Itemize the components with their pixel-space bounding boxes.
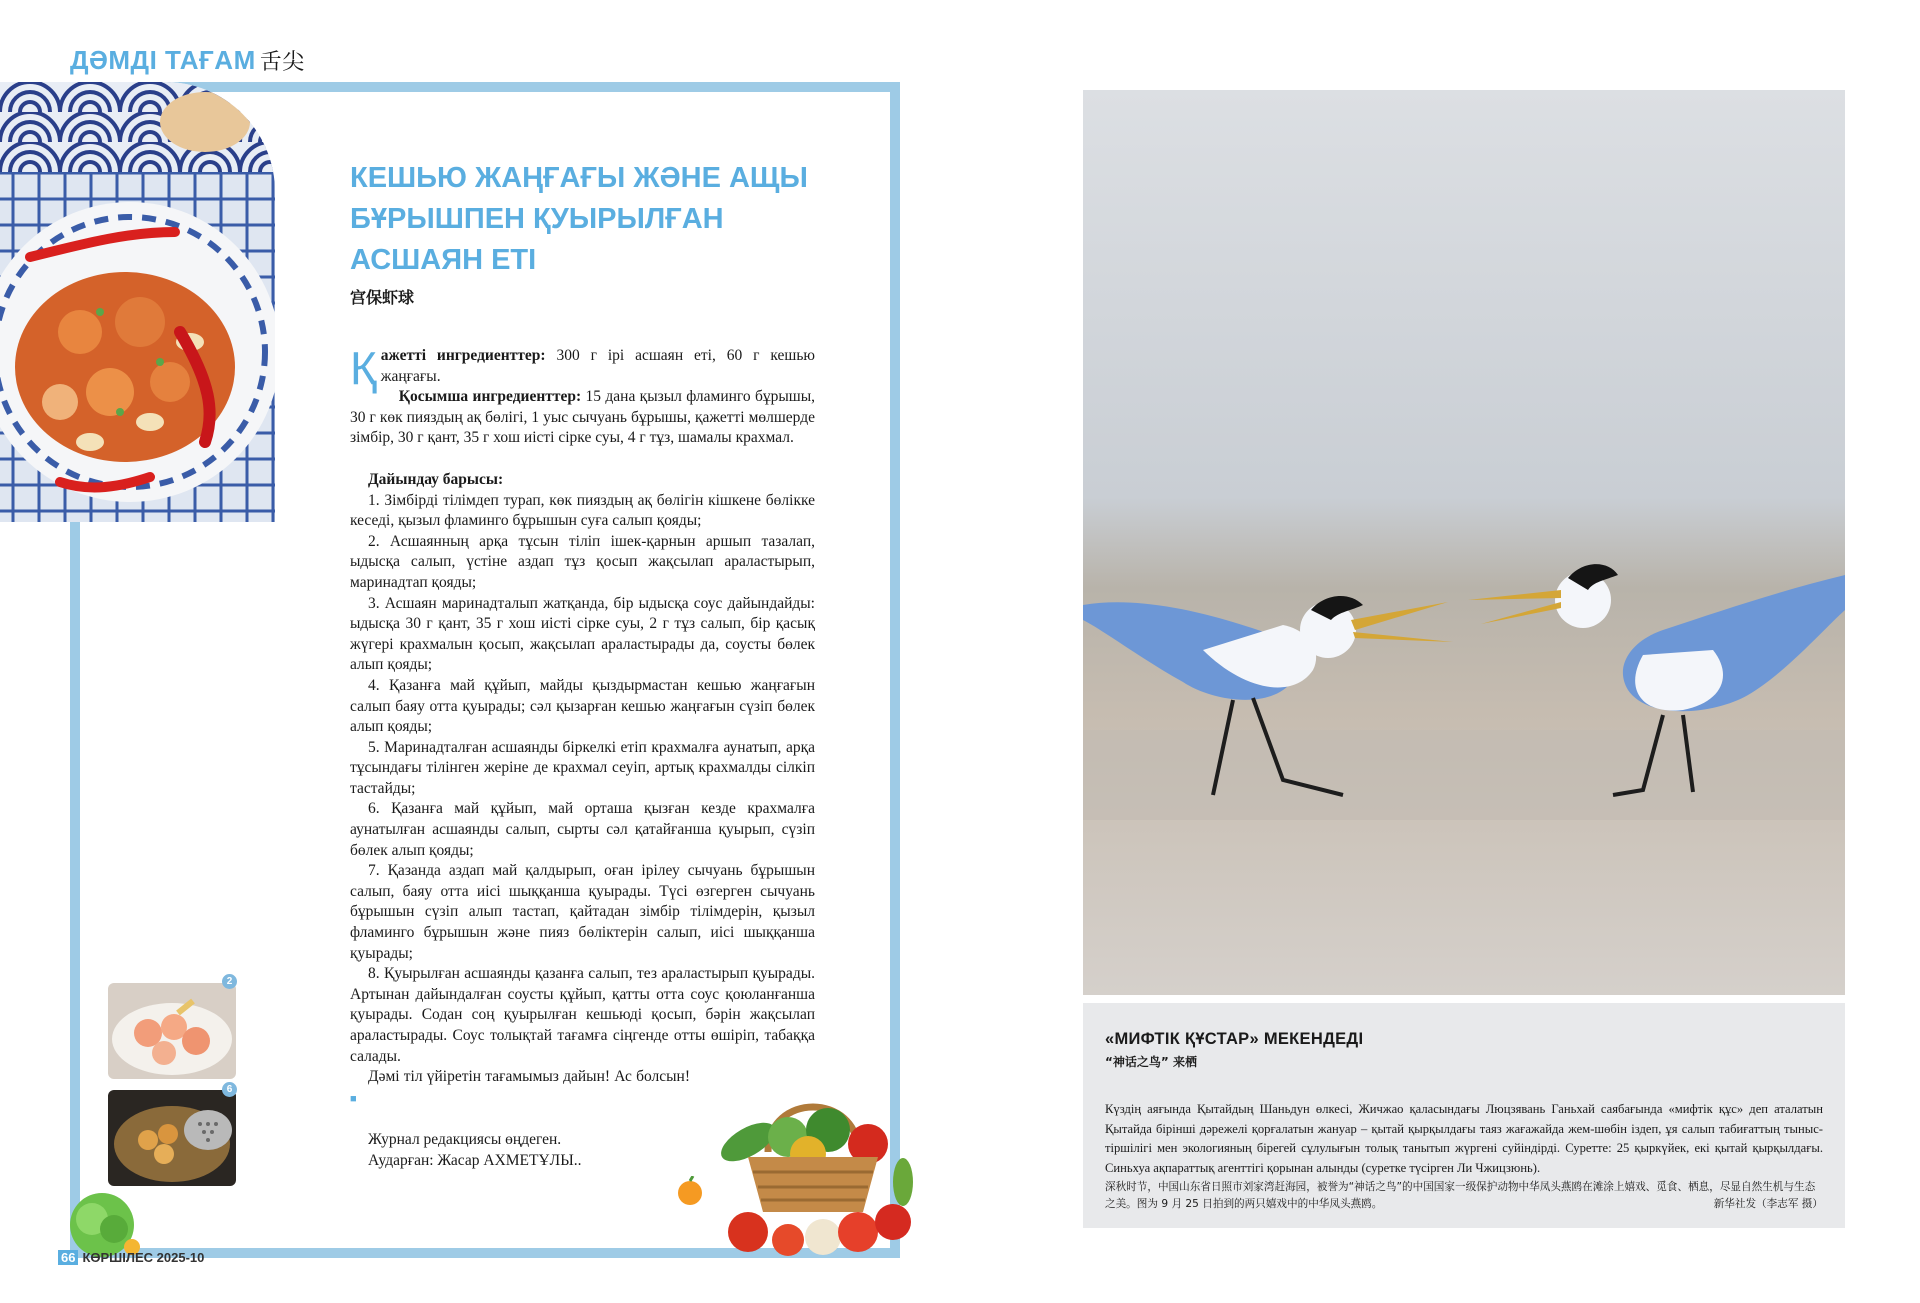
frame-right-border [890,82,900,1257]
thumbnail-number-badge: 2 [222,974,237,989]
caption-title-zh: “神话之鸟” 来栖 [1105,1055,1197,1069]
thumbnail-number-badge: 6 [222,1082,237,1097]
section-title-zh: 舌尖 [259,49,305,74]
ingredients-text: 300 г ірі асшаян еті, 60 г кешью жаңғағы. [380,347,815,385]
translator-credit: Аударған: Жасар АХМЕТҰЛЫ.. [368,1151,582,1169]
frame-left-border [70,520,80,1258]
step-thumbnail-shrimp [108,983,236,1079]
step-4: 4. Қазанға май құйып, майды қыздырмастан кешью жаңғағын салып баяу отта қуырады; сәл қызарған кешью жаңғағын сүзіп бөлек алып қояды; [350,676,815,736]
caption-body-zh: 深秋时节，中国山东省日照市刘家湾赶海园，被誉为“神话之鸟”的中国国家一级保护动物中华凤头燕鸥在滩涂上嬉戏、觅食、栖息，尽显自然生机与生态之美。图为 9 月 25 日拍到的两只嬉戏中的中华凤头燕鸥。 新华社发（李志军 摄） [1105,1179,1823,1213]
page-footer [58,1250,204,1265]
terns-photo [1083,90,1845,995]
vegetable-basket-illustration [708,1082,920,1264]
lettuce-illustration [62,1185,142,1259]
step-6: 6. Қазанға май құйып, май орташа қызған кезде крахмалға аунатылған асшаянды салып, сырты сәл қатайғанша қуырып, сүзіп бөлек алып қояды; [350,800,815,859]
extra-ingredients-label: Қосымша ингредиенттер: [398,388,582,406]
step-thumbnail-frying [108,1090,236,1186]
section-title [70,45,305,76]
step-5: 5. Маринадталған асшаянды біркелкі етіп крахмалға аунатып, арқа тұсындағы тілінген жеріне де крахмал сеуіп, артық крахмалды сілкіп тастайды; [350,738,815,797]
step-1: 1. Зімбірді тілімдеп турап, көк пияздың ақ бөлігін кішкене бөлікке кеседі, қызыл фламинго бұрышын суға салып қояды; [350,491,815,530]
caption-body-kz: Күздің аяғында Қытайдың Шаньдун өлкесі, Жичжао қаласындағы Люцзявань Ганьхай саябағында «мифтік құс» деп аталатын Қытайда бірінші дәрежелі қорғалатын жануар – қытай қырқылдағы таяз жағажайда жем-шөбін іздеп, ұя салып табиғаттың тыныс-тіршілігі мен экологияның бірегей сұлулығын толық танытып жүргені суйіндірді. Суретте: 25 қыркүйек, екі қытай қырқылдағы. Синьхуа ақпараттық агенттігі қорынан алынды (суретке түсірген Ли Чжицзюнь). [1105,1102,1823,1175]
caption-credit: 新华社发（李志军 摄） [1713,1198,1823,1210]
orange-icon [675,1176,705,1206]
section-title-kz: ДӘМДІ ТАҒАМ [70,45,256,75]
recipe-title: КЕШЬЮ ЖАҢҒАҒЫ ЖӘНЕ АЩЫ БҰРЫШПЕН ҚУЫРЫЛҒАН АСШАЯН ЕТІ [350,162,808,276]
ingredients-paragraph [350,342,815,394]
recipe-body [350,342,816,1172]
step-2: 2. Асшаянның арқа тұсын тіліп ішек-қарнын аршып тазалап, ыдысқа салып, үстіне аздап тұз қосып жақсылап араластырып, маринадтап қояды; [350,532,815,591]
method-label: Дайындау барысы: [368,470,504,488]
photo-caption-box [1083,1003,1845,1228]
step-3: 3. Асшаян маринадталып жатқанда, бір ыдысқа соус дайындайды: ыдысқа 30 г қант, 35 г хош иісті сірке суы, 2 г тұз салып, бір қасық жүгері крахмалын қосып, жақсылап араластырады да, соусты бөлек алып қояды; [350,594,815,674]
editor-credit: Журнал редакциясы өңдеген. [368,1131,562,1149]
closing-line: Дәмі тіл үйіретін тағамымыз дайын! Ас болсын! ■ [350,1068,690,1105]
extra-ingredients-paragraph [350,387,815,449]
step-8: 8. Қуырылған асшаянды қазанға салып, тез араластырып қуырады. Артынан дайындалған соусты құйып, қатты отта соус қоюланғанша қуырады. Содан соң қуырылған кешьюді қосып, бәрін жақсылап араластырады. Соус толықтай тағамға сіңгенде отты өшіріп, табаққа салады. [350,965,815,1065]
magazine-issue: КӨРШІЛЕС 2025-10 [82,1250,205,1265]
page-number: 66 [58,1250,78,1265]
recipe-title-zh: 宫保虾球 [350,288,415,307]
extra-ingredients-text: 15 дана қызыл фламинго бұрышы, 30 г көк пияздың ақ бөлігі, 1 уыс сычуань бұрышы, қажетті мөлшерде зімбір, 30 г қант, 35 г хош иісті сірке суы, 4 г тұз, шамалы крахмал. [350,388,816,447]
drop-cap: Қ [350,342,377,394]
dish-photo [0,82,275,522]
ingredients-label: ажетті ингредиенттер: [380,347,546,364]
caption-title: «МИФТІК ҚҰСТАР» МЕКЕНДЕДІ [1105,1030,1364,1048]
step-7: 7. Қазанда аздап май қалдырып, оған ірілеу сычуань бұрышын салып, баяу отта иісі шыққанша қуырады. Түсі өзгерген сычуань бұрышын сүзіп алып тастап, қайтадан зімбір тілімдерін, қызыл фламинго бұрышын және пияз бөліктерін салып, иісі шыққанша қуырады; [350,862,815,962]
end-mark: ■ [350,1092,357,1105]
